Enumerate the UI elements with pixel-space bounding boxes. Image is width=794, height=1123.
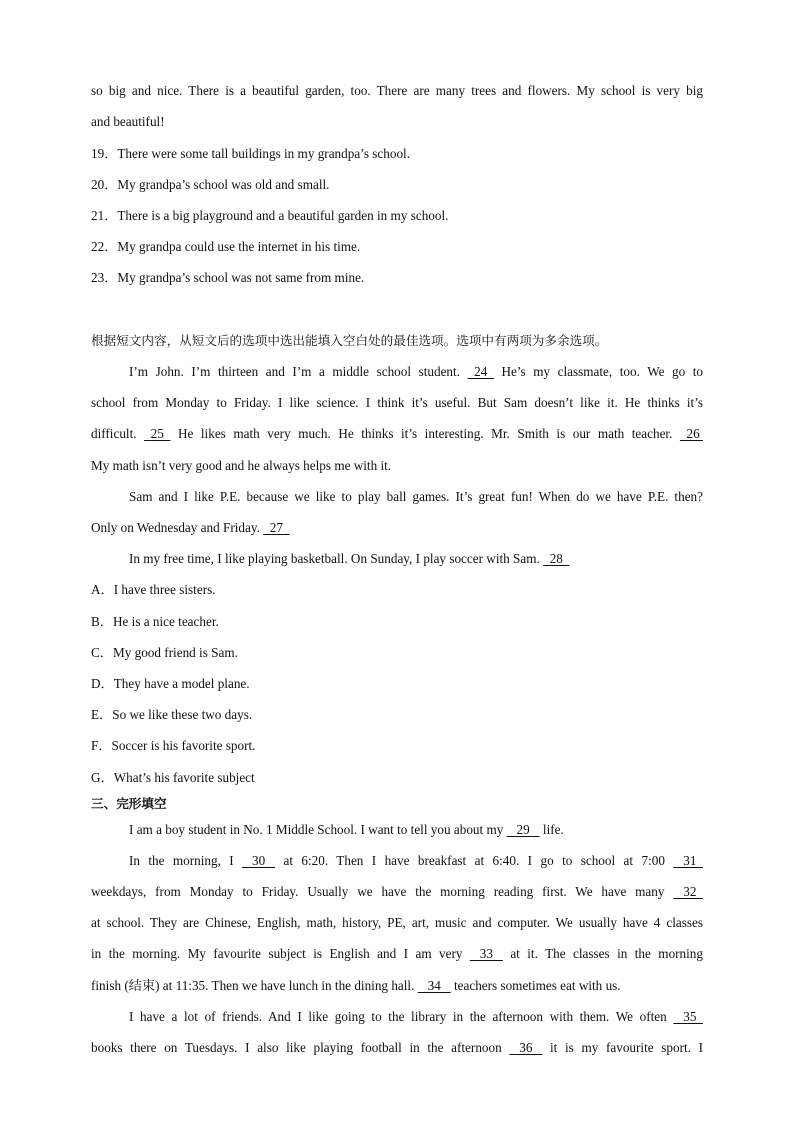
cloze-line-8 <box>91 1039 703 1057</box>
blank-33[interactable]: 33 <box>469 946 503 961</box>
judgement-item-22: 22．My grandpa could use the internet in his time. <box>91 239 361 254</box>
passage-text: at it. The classes in the morning <box>510 946 703 961</box>
passage-text: difficult. <box>91 426 137 441</box>
cloze-line-6 <box>91 977 703 995</box>
passage-paragraph-1-line-2: school from Monday to Friday. I like science. I think it’s useful. But Sam doesn’t like it. He thinks it’s <box>91 395 703 410</box>
passage-text: it is my favourite sport. I <box>550 1040 703 1055</box>
option-b: B．He is a nice teacher. <box>91 614 219 629</box>
passage-text: He’s my classmate, too. We go to <box>501 364 703 379</box>
passage-text: In the morning, I <box>129 853 234 868</box>
blank-31[interactable]: 31 <box>673 853 703 868</box>
blank-35[interactable]: 35 <box>673 1009 703 1024</box>
passage-text: weekdays, from Monday to Friday. Usually we have the morning reading first. We have many <box>91 884 665 899</box>
passage-text: I’m John. I’m thirteen and I’m a middle school student. <box>129 364 460 379</box>
blank-34[interactable]: 34 <box>417 978 451 993</box>
blank-28[interactable]: 28 <box>543 551 570 566</box>
passage-text: He likes math very much. He thinks it’s interesting. Mr. Smith is our math teacher. <box>177 426 673 441</box>
blank-27[interactable]: 27 <box>263 520 290 535</box>
judgement-item-21: 21．There is a big playground and a beautiful garden in my school. <box>91 208 449 223</box>
passage-text: I have a lot of friends. And I like going to the library in the afternoon with them. We often <box>129 1009 667 1024</box>
cloze-line-7 <box>129 1008 703 1026</box>
passage-text: In my free time, I like playing basketball. On Sunday, I play soccer with Sam. <box>129 551 540 566</box>
passage-paragraph-1-line-1 <box>129 363 703 381</box>
passage-text: at 6:20. Then I have breakfast at 6:40. I go to school at 7:00 <box>283 853 665 868</box>
passage-text: life. <box>542 822 564 837</box>
cloze-line-5 <box>91 945 703 963</box>
passage-text: Only on Wednesday and Friday. <box>91 520 260 535</box>
cloze-line-2 <box>129 852 703 870</box>
blank-25[interactable]: 25 <box>144 426 171 441</box>
passage-text: teachers sometimes eat with us. <box>453 978 621 993</box>
passage-paragraph-2-line-2 <box>91 519 703 537</box>
cloze-line-4: at school. They are Chinese, English, math, history, PE, art, music and computer. We usually have 4 classes <box>91 915 703 930</box>
judgement-item-20: 20．My grandpa’s school was old and small. <box>91 177 330 192</box>
blank-24[interactable]: 24 <box>467 364 494 379</box>
cloze-line-3 <box>91 883 703 901</box>
passage-text: finish (结束) at 11:35. Then we have lunch in the dining hall. <box>91 978 415 993</box>
cloze-line-1 <box>129 821 703 839</box>
option-a: A．I have three sisters. <box>91 582 216 597</box>
section-instruction: 根据短文内容，从短文后的选项中选出能填入空白处的最佳选项。选项中有两项为多余选项。 <box>91 333 608 348</box>
blank-32[interactable]: 32 <box>673 884 703 899</box>
option-g: G．What’s his favorite subject <box>91 770 255 785</box>
option-c: C．My good friend is Sam. <box>91 645 238 660</box>
passage-paragraph-1-line-3 <box>91 425 703 443</box>
judgement-item-23: 23．My grandpa’s school was not same from mine. <box>91 270 365 285</box>
judgement-item-19: 19．There were some tall buildings in my grandpa’s school. <box>91 146 410 161</box>
passage-tail-line-1: so big and nice. There is a beautiful garden, too. There are many trees and flowers. My school is very big <box>91 83 703 98</box>
blank-30[interactable]: 30 <box>242 853 276 868</box>
passage-paragraph-2-line-1: Sam and I like P.E. because we like to play ball games. It’s great fun! When do we have P.E. then? <box>129 489 703 504</box>
passage-paragraph-3-line-1 <box>129 550 703 568</box>
section-heading: 三、完形填空 <box>91 796 167 811</box>
option-d: D．They have a model plane. <box>91 676 250 691</box>
option-f: F．Soccer is his favorite sport. <box>91 738 256 753</box>
blank-26[interactable]: 26 <box>679 426 703 441</box>
passage-text: in the morning. My favourite subject is English and I am very <box>91 946 463 961</box>
passage-text: books there on Tuesdays. I also like playing football in the afternoon <box>91 1040 502 1055</box>
passage-tail-line-2: and beautiful! <box>91 114 165 129</box>
passage-text: I am a boy student in No. 1 Middle School. I want to tell you about my <box>129 822 504 837</box>
option-e: E．So we like these two days. <box>91 707 253 722</box>
blank-29[interactable]: 29 <box>506 822 540 837</box>
blank-36[interactable]: 36 <box>509 1040 543 1055</box>
passage-paragraph-1-line-4: My math isn’t very good and he always helps me with it. <box>91 458 392 473</box>
